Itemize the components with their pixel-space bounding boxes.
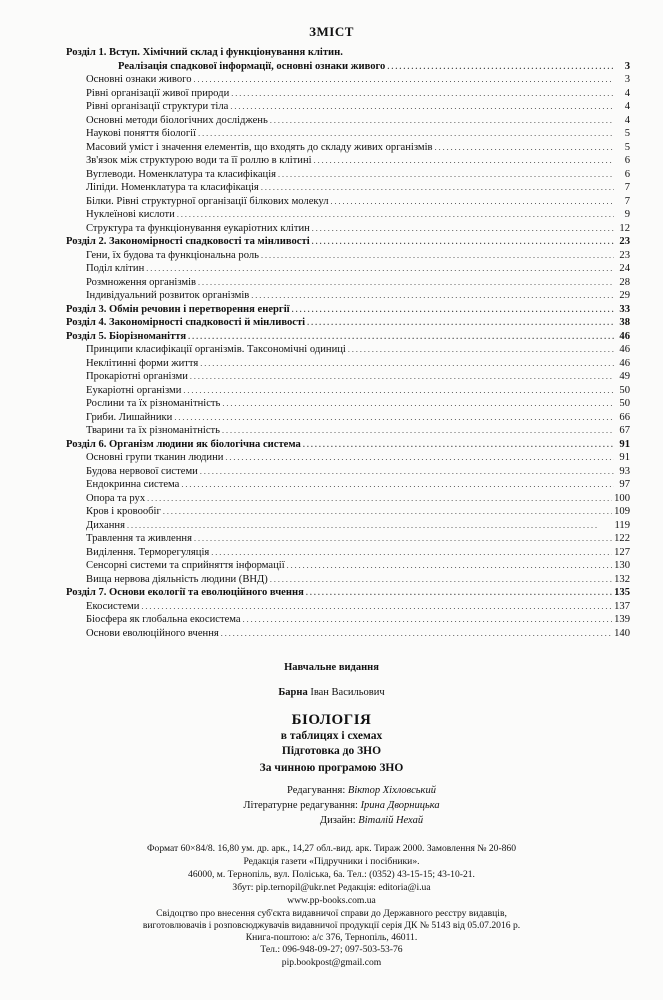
- toc-entry[interactable]: [66, 114, 630, 128]
- table-of-contents: [66, 46, 630, 640]
- toc-entry[interactable]: [66, 573, 630, 587]
- toc-entry-label: Ліпіди. Номенклатура та класифікація: [86, 182, 259, 193]
- toc-entry-page: 139: [614, 614, 630, 625]
- toc-entry-label: Тварини та їх різноманітність: [86, 425, 220, 436]
- dot-leader: [181, 478, 614, 492]
- dot-leader: [307, 316, 614, 330]
- toc-entry-label: Основні ознаки живого: [86, 74, 192, 85]
- toc-entry[interactable]: [66, 208, 630, 222]
- toc-entry-page: 137: [614, 600, 630, 612]
- toc-section-1-title: Розділ 1. Вступ. Хімічний склад і функціонування клітин.: [66, 47, 343, 58]
- toc-entry[interactable]: [66, 451, 630, 465]
- toc-entry[interactable]: [66, 73, 630, 87]
- toc-entry-page: 140: [614, 627, 630, 639]
- book-subtitle-3: За чинною програмою ЗНО: [259, 762, 404, 774]
- toc-entry-label: Вуглеводи. Номенклатура та класифікація: [86, 168, 277, 180]
- toc-entry[interactable]: [66, 141, 630, 155]
- dot-leader: [225, 451, 614, 465]
- toc-entry-label: Неклітинні форми життя: [86, 357, 199, 369]
- toc-entry[interactable]: [66, 195, 630, 209]
- toc-entry-page: 12: [619, 222, 630, 234]
- toc-entry[interactable]: [66, 478, 630, 492]
- certificate-line-2: виготовлювачів і розповсюджувачів видавничої продукції серія ДК № 5143 від 05.07.2016 р.: [142, 920, 521, 931]
- dot-leader: [230, 100, 614, 114]
- toc-entry-page: 46: [619, 344, 630, 355]
- toc-entry[interactable]: [66, 411, 630, 425]
- dot-leader: [261, 181, 614, 195]
- toc-entry-page: 91: [619, 438, 630, 450]
- toc-entry-label: Принципи класифікації організмів. Таксономічні одиниці: [86, 344, 346, 355]
- address-line: 46000, м. Тернопіль, вул. Поліська, 6а. Тел.: (0352) 43-15-15; 43-10-21.: [188, 869, 475, 880]
- toc-entry-page: 5: [624, 141, 630, 153]
- toc-entry-page: 6: [624, 168, 630, 180]
- toc-entry-label: Травлення та живлення: [86, 533, 192, 544]
- toc-entry-page: 50: [619, 384, 630, 396]
- dot-leader: [200, 357, 614, 371]
- toc-entry-label: Екосистеми: [86, 600, 140, 612]
- toc-entry-label: Поділ клітин: [86, 263, 145, 274]
- toc-entry-label: Нуклеїнові кислоти: [86, 209, 175, 220]
- toc-entry[interactable]: [66, 154, 630, 168]
- dot-leader: [221, 627, 612, 641]
- dot-leader: [251, 289, 614, 303]
- dot-leader: [174, 411, 614, 425]
- toc-entry-page: 127: [614, 546, 630, 558]
- toc-entry-page: 23: [619, 249, 630, 261]
- dot-leader: [198, 127, 614, 141]
- toc-entry-page: 9: [624, 209, 630, 220]
- toc-entry-label: Розділ 4. Закономірності спадковості й мінливості: [66, 317, 306, 328]
- design-credit: Дизайн: Віталій Нехай: [319, 815, 424, 826]
- newspaper-line: Редакція газети «Підручники і посібники».: [243, 856, 420, 867]
- toc-entry-label: Рослини та їх різноманітність: [86, 398, 221, 409]
- toc-entry-label: Структура та функціонування еукаріотних клітин: [86, 222, 310, 234]
- toc-entry[interactable]: [66, 559, 630, 573]
- toc-entry[interactable]: [66, 492, 630, 506]
- email-line: pip.bookpost@gmail.com: [281, 957, 382, 968]
- toc-entry[interactable]: [66, 519, 630, 533]
- toc-entry-page: 5: [624, 128, 630, 139]
- toc-entry-page: 4: [624, 114, 630, 126]
- dot-leader: [287, 559, 612, 573]
- toc-entry-page: 6: [624, 155, 630, 166]
- dot-leader: [331, 195, 614, 209]
- toc-entry[interactable]: [66, 627, 630, 641]
- toc-entry-label: Біосфера як глобальна екосистема: [86, 614, 241, 625]
- toc-entry-label: Рівні організації живої природи: [86, 87, 230, 99]
- toc-entry-page: 4: [624, 87, 630, 99]
- toc-entry-label: Еукаріотні організми: [86, 384, 182, 396]
- dot-leader: [211, 546, 612, 560]
- toc-entry-page: 132: [614, 573, 630, 585]
- toc-entry[interactable]: [66, 249, 630, 263]
- toc-entry-page: 4: [624, 101, 630, 112]
- toc-entry-page: 93: [619, 465, 630, 477]
- toc-entry-page: 7: [624, 182, 630, 193]
- toc-entry-page: 67: [619, 425, 630, 436]
- toc-section-entry[interactable]: [66, 330, 630, 344]
- toc-entry-page: 46: [619, 357, 630, 369]
- toc-entry[interactable]: [66, 397, 630, 411]
- dot-leader: [435, 141, 614, 155]
- toc-entry[interactable]: [66, 600, 630, 614]
- dot-leader: [312, 222, 614, 236]
- toc-entry-label: Опора та рух: [86, 492, 146, 504]
- dot-leader: [261, 249, 614, 263]
- sales-line: Збут: pip.ternopil@ukr.net Редакція: editoria@i.ua: [232, 882, 431, 893]
- toc-entry-page: 7: [624, 195, 630, 207]
- toc-entry-page: 46: [619, 330, 630, 342]
- dot-leader: [194, 532, 612, 546]
- toc-entry-page: 3: [624, 74, 630, 85]
- toc-heading: ЗМІСТ: [309, 24, 354, 39]
- toc-entry-label: Дихання: [86, 519, 125, 531]
- dot-leader: [190, 370, 614, 384]
- toc-entry-page: 49: [619, 371, 630, 382]
- dot-leader: [306, 586, 612, 600]
- toc-section-1-continuation[interactable]: Реалізація спадкової інформації, основні ознаки живого . . . 3: [66, 60, 630, 74]
- dot-leader: [127, 519, 613, 533]
- dot-leader: [303, 438, 614, 452]
- toc-entry[interactable]: [66, 532, 630, 546]
- dot-leader: [312, 235, 614, 249]
- dot-leader: [163, 505, 612, 519]
- toc-entry-page: 122: [614, 533, 630, 544]
- toc-entry-page: 109: [614, 506, 630, 517]
- toc-entry[interactable]: [66, 424, 630, 438]
- dot-leader: [222, 397, 614, 411]
- edition-type: Навчальне видання: [284, 662, 379, 673]
- toc-entry-page: 24: [619, 263, 630, 274]
- toc-entry[interactable]: [66, 384, 630, 398]
- author: Барна Іван Васильович: [278, 687, 385, 698]
- dot-leader: [348, 343, 614, 357]
- toc-entry[interactable]: [66, 546, 630, 560]
- toc-entry-label: Індивідуальний розвиток організмів: [86, 290, 250, 301]
- toc-entry-page: 119: [614, 519, 630, 531]
- dot-leader: [243, 613, 612, 627]
- toc-entry-page: 29: [619, 290, 630, 301]
- toc-entry-page: 135: [614, 587, 630, 598]
- toc-entry-label: Основні методи біологічних досліджень: [86, 114, 268, 126]
- toc-entry[interactable]: [66, 289, 630, 303]
- toc-entry[interactable]: [66, 613, 630, 627]
- dot-leader: [141, 600, 612, 614]
- dot-leader: [183, 384, 614, 398]
- toc-entry-label: Наукові поняття біології: [86, 128, 197, 139]
- toc-entry-label: Основні групи тканин людини: [86, 452, 224, 463]
- toc-entry-label: Гриби. Лишайники: [86, 411, 173, 423]
- dot-leader: [188, 330, 614, 344]
- toc-entry-label: Прокаріотні організми: [86, 371, 188, 382]
- toc-entry-label: Білки. Рівні структурної організації білкових молекул: [86, 195, 329, 207]
- toc-section-entry[interactable]: [66, 586, 630, 600]
- toc-entry-label: Розділ 2. Закономірності спадковості та мінливості: [66, 236, 310, 247]
- dot-leader: [200, 465, 614, 479]
- post-line: Книга-поштою: а/с 376, Тернопіль, 46011.: [245, 932, 418, 943]
- toc-entry[interactable]: [66, 370, 630, 384]
- toc-section-entry[interactable]: [66, 438, 630, 452]
- toc-entry[interactable]: [66, 127, 630, 141]
- toc-entry-label: Розмноження організмів: [86, 276, 197, 288]
- dot-leader: [177, 208, 614, 222]
- dot-leader: [270, 114, 614, 128]
- dot-leader: [198, 276, 614, 290]
- toc-entry-label: Сенсорні системи та сприйняття інформації: [86, 560, 285, 571]
- toc-entry-label: Зв'язок між структурою води та її роллю в клітині: [86, 155, 312, 166]
- toc-entry[interactable]: [66, 222, 630, 236]
- certificate-line-1: Свідоцтво про внесення суб'єкта видавничої справи до Державного реєстру видавців,: [156, 908, 507, 919]
- toc-entry[interactable]: [66, 262, 630, 276]
- toc-entry-page: 130: [614, 560, 630, 571]
- toc-entry-label: Розділ 3. Обмін речовин і перетворення енергії: [66, 303, 290, 315]
- toc-entry-label: Виділення. Терморегуляція: [86, 546, 210, 558]
- lit-editing-credit: Літературне редагування: Ірина Дворницька: [243, 800, 440, 811]
- web-line: www.pp-books.com.ua: [287, 895, 376, 906]
- toc-entry-page: 50: [619, 398, 630, 409]
- toc-entry[interactable]: [66, 181, 630, 195]
- toc-entry[interactable]: [66, 505, 630, 519]
- toc-entry[interactable]: [66, 343, 630, 357]
- toc-entry-page: 91: [619, 452, 630, 463]
- toc-entry-label: Гени, їх будова та функціональна роль: [86, 249, 259, 261]
- toc-entry-page: 66: [619, 411, 630, 423]
- toc-entry-label: Розділ 6. Організм людини як біологічна система: [66, 438, 301, 450]
- toc-entry-label: Основи еволюційного вчення: [86, 627, 219, 639]
- toc-entry[interactable]: [66, 357, 630, 371]
- toc-entry-label: Будова нервової системи: [86, 465, 198, 477]
- toc-entry[interactable]: [66, 168, 630, 182]
- toc-entry-label: Розділ 7. Основи екології та еволюційного вчення: [66, 587, 304, 598]
- dot-leader: [147, 492, 612, 506]
- toc-entry-page: 28: [619, 276, 630, 288]
- toc-entry-page: 100: [614, 492, 630, 504]
- book-subtitle-1: в таблицях і схемах: [280, 730, 383, 742]
- editing-credit: Редагування: Віктор Хіхловський: [287, 785, 436, 796]
- dot-leader: [314, 154, 614, 168]
- toc-entry-page: 33: [619, 303, 630, 315]
- toc-section-entry[interactable]: [66, 316, 630, 330]
- toc-entry[interactable]: [66, 465, 630, 479]
- toc-entry[interactable]: [66, 276, 630, 290]
- toc-entry-page: 97: [619, 479, 630, 490]
- dot-leader: [270, 573, 612, 587]
- dot-leader: [231, 87, 614, 101]
- toc-section-entry[interactable]: [66, 235, 630, 249]
- toc-entry-label: Рівні організації структури тіла: [86, 101, 229, 112]
- dot-leader: [278, 168, 614, 182]
- toc-entry-page: 23: [619, 236, 630, 247]
- dot-leader: [146, 262, 614, 276]
- toc-section-entry[interactable]: [66, 303, 630, 317]
- toc-entry-label: Ендокринна система: [86, 479, 180, 490]
- dot-leader: [194, 73, 615, 87]
- dot-leader: [292, 303, 614, 317]
- toc-entry-label: Розділ 5. Біорізноманіття: [66, 330, 187, 342]
- book-subtitle-2: Підготовка до ЗНО: [281, 745, 382, 757]
- toc-entry-label: Кров і кровообіг: [86, 506, 161, 517]
- toc-entry[interactable]: [66, 100, 630, 114]
- format-line: Формат 60×84/8. 16,80 ум. др. арк., 14,27 обл.-вид. арк. Тираж 2000. Замовлення № 20-860: [146, 843, 517, 854]
- dot-leader: [222, 424, 614, 438]
- dot-leader: [387, 60, 614, 74]
- book-title: БІОЛОГІЯ: [291, 712, 372, 728]
- toc-entry-label: Масовий уміст і значення елементів, що входять до складу живих організмів: [86, 141, 433, 153]
- toc-entry-page: 38: [619, 317, 630, 328]
- toc-entry[interactable]: [66, 87, 630, 101]
- phone-line: Тел.: 096-948-09-27; 097-503-53-76: [260, 944, 403, 955]
- toc-entry-label: Вища нервова діяльність людини (ВНД): [86, 573, 268, 585]
